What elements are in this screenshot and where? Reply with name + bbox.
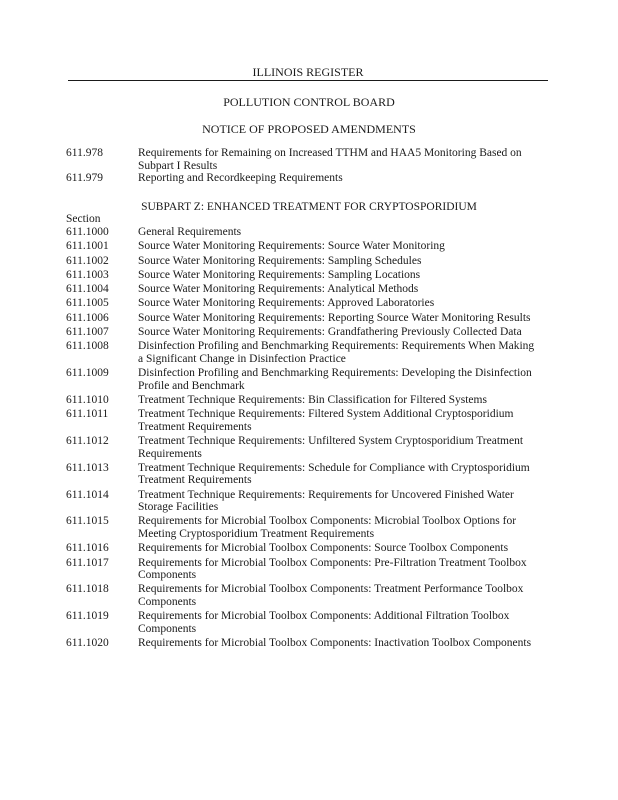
section-title: Treatment Technique Requirements: Unfiltered System Cryptosporidium Treatment Requirements — [138, 435, 524, 460]
section-title: Requirements for Microbial Toolbox Components: Treatment Performance Toolbox Components — [138, 583, 524, 608]
section-number: 611.1020 — [66, 636, 109, 649]
section-row — [66, 610, 542, 635]
section-number: 611.1006 — [66, 311, 109, 324]
section-number: 611.1004 — [66, 283, 109, 296]
section-number: 611.1002 — [66, 254, 109, 267]
section-row — [66, 297, 542, 310]
section-row — [66, 226, 542, 239]
section-row — [66, 283, 542, 296]
section-number: 611.1016 — [66, 542, 109, 555]
section-row — [66, 583, 542, 608]
section-column-label: Section — [66, 213, 101, 225]
section-title: Requirements for Microbial Toolbox Components: Pre-Filtration Treatment Toolbox Components — [138, 556, 527, 582]
subpart-title: SUBPART Z: ENHANCED TREATMENT FOR CRYPTOSPORIDIUM — [141, 201, 477, 213]
section-number: 611.1010 — [66, 393, 109, 406]
section-number: 611.1018 — [66, 583, 109, 596]
section-title: Treatment Technique Requirements: Filtered System Additional Cryptosporidium Treatment Requirements — [138, 408, 514, 433]
section-title: Source Water Monitoring Requirements: Source Water Monitoring — [138, 240, 445, 253]
section-number: 611.1011 — [66, 408, 109, 421]
section-number: 611.1000 — [66, 226, 109, 238]
section-row — [66, 147, 536, 172]
register-header — [68, 66, 548, 81]
section-title: General Requirements — [138, 226, 242, 238]
section-number: 611.1017 — [66, 556, 109, 569]
section-title: Source Water Monitoring Requirements: Sampling Locations — [138, 268, 421, 281]
pre-section-list — [66, 147, 536, 185]
section-number: 611.1008 — [66, 340, 109, 353]
section-title: Source Water Monitoring Requirements: Analytical Methods — [138, 283, 419, 296]
section-number: 611.1015 — [66, 515, 109, 528]
section-title: Treatment Technique Requirements: Bin Classification for Filtered Systems — [138, 393, 487, 406]
section-title: Disinfection Profiling and Benchmarking Requirements: Developing the Disinfection Profile and Benchmark — [138, 367, 532, 392]
section-row — [66, 240, 542, 253]
board-title: POLLUTION CONTROL BOARD — [223, 95, 395, 109]
section-title: Requirements for Microbial Toolbox Components: Additional Filtration Toolbox Components — [138, 610, 510, 635]
section-row — [66, 255, 542, 268]
section-title: Source Water Monitoring Requirements: Grandfathering Previously Collected Data — [138, 326, 522, 339]
section-number: 611.1001 — [66, 240, 109, 253]
section-number: 611.1007 — [66, 326, 109, 339]
section-number: 611.1013 — [66, 461, 109, 474]
section-number: 611.1014 — [66, 488, 109, 501]
notice-title: NOTICE OF PROPOSED AMENDMENTS — [202, 122, 416, 136]
section-list — [66, 226, 542, 651]
register-title: ILLINOIS REGISTER — [245, 65, 372, 79]
section-row — [66, 172, 536, 185]
section-number: 611.1009 — [66, 367, 109, 380]
section-row — [66, 515, 542, 540]
section-row — [66, 367, 542, 392]
section-row — [66, 637, 542, 650]
section-row — [66, 462, 542, 487]
section-row — [66, 394, 542, 407]
section-row — [66, 312, 542, 325]
section-title: Requirements for Microbial Toolbox Components: Source Toolbox Components — [138, 542, 509, 555]
section-title: Disinfection Profiling and Benchmarking Requirements: Requirements When Making a Significant Change in Disinfection Practice — [138, 340, 535, 365]
section-number: 611.1003 — [66, 268, 109, 281]
section-row — [66, 557, 542, 582]
section-title: Requirements for Microbial Toolbox Components: Microbial Toolbox Options for Meeting Cryptosporidium Treatment Requirements — [138, 515, 517, 540]
section-row — [66, 542, 542, 555]
section-number: 611.978 — [66, 147, 103, 159]
section-title: Requirements for Remaining on Increased TTHM and HAA5 Monitoring Based on Subpart I Results — [138, 147, 522, 172]
section-row — [66, 326, 542, 339]
section-title: Source Water Monitoring Requirements: Sampling Schedules — [138, 254, 422, 267]
section-row — [66, 489, 542, 514]
section-title: Reporting and Recordkeeping Requirements — [138, 172, 343, 184]
section-row — [66, 340, 542, 365]
section-title: Treatment Technique Requirements: Schedule for Compliance with Cryptosporidium Treatment Requirements — [138, 461, 530, 487]
section-number: 611.979 — [66, 172, 103, 184]
section-row — [66, 408, 542, 433]
section-number: 611.1019 — [66, 610, 109, 623]
section-number: 611.1005 — [66, 297, 109, 310]
section-number: 611.1012 — [66, 435, 109, 448]
section-row — [66, 435, 542, 460]
section-title: Treatment Technique Requirements: Requirements for Uncovered Finished Water Storage Facilities — [138, 488, 514, 514]
section-title: Source Water Monitoring Requirements: Reporting Source Water Monitoring Results — [138, 311, 531, 324]
section-title: Source Water Monitoring Requirements: Approved Laboratories — [138, 297, 435, 310]
section-title: Requirements for Microbial Toolbox Components: Inactivation Toolbox Components — [138, 636, 532, 649]
section-row — [66, 269, 542, 282]
